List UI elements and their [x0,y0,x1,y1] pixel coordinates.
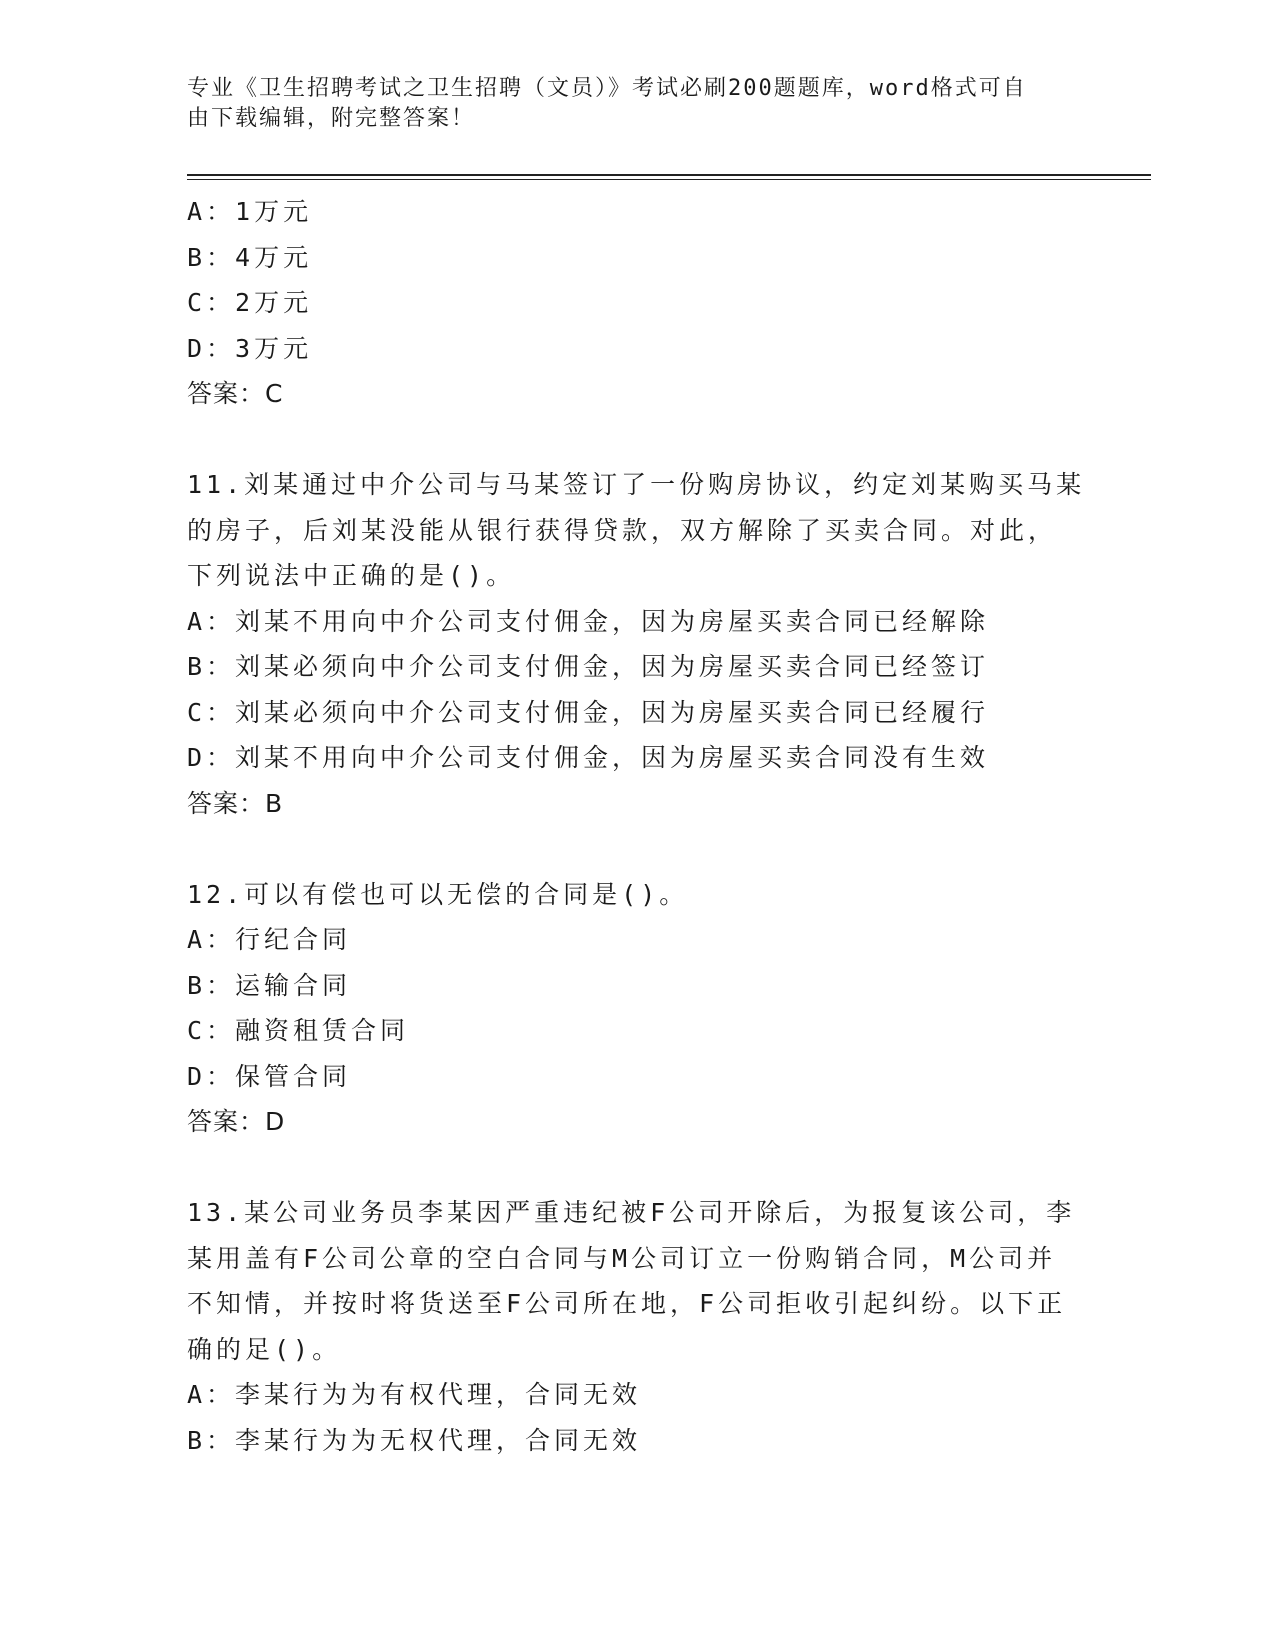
document-header [187,74,1067,134]
option-a: A：李某行为为有权代理，合同无效 [187,1380,642,1409]
option-c: C：融资租赁合同 [187,1016,410,1045]
question-stem-line: 的房子，后刘某没能从银行获得贷款，双方解除了买卖合同。对此， [187,515,1058,545]
option-a: A：行纪合同 [187,925,352,954]
question-10-continued [187,189,1087,417]
question-stem-line: 13.某公司业务员李某因严重违纪被F公司开除后，为报复该公司，李 [187,1198,1076,1227]
option-c: C：2万元 [187,288,313,317]
question-11 [187,462,1087,826]
option-a: A：刘某不用向中介公司支付佣金，因为房屋买卖合同已经解除 [187,606,990,636]
answer-line: 答案：D [187,1107,286,1136]
question-stem-line: 12.可以有偿也可以无偿的合同是()。 [187,879,689,909]
option-c: C：刘某必须向中介公司支付佣金，因为房屋买卖合同已经履行 [187,697,990,727]
question-13 [187,1190,1087,1463]
option-b: B：刘某必须向中介公司支付佣金，因为房屋买卖合同已经签订 [187,652,990,681]
option-b: B：李某行为为无权代理，合同无效 [187,1425,642,1455]
question-12 [187,872,1087,1145]
option-a: A：1万元 [187,197,313,226]
header-line-2: 由下载编辑，附完整答案！ [187,106,476,131]
option-d: D：3万元 [187,333,313,363]
question-stem-line: 确的足()。 [187,1334,342,1364]
question-stem-line: 11.刘某通过中介公司与马某签订了一份购房协议，约定刘某购买马某 [187,470,1086,499]
header-line-1: 专业《卫生招聘考试之卫生招聘（文员）》考试必刷200题题库，word格式可自 [187,76,1027,101]
question-list [187,189,1087,1463]
question-stem-line: 某用盖有F公司公章的空白合同与M公司订立一份购销合同，M公司并 [187,1243,1057,1273]
question-stem-line: 不知情，并按时将货送至F公司所在地，F公司拒收引起纠纷。以下正 [187,1289,1067,1318]
header-divider [187,174,1151,180]
answer-line: 答案：C [187,379,284,408]
option-b: B：运输合同 [187,970,352,1000]
option-b: B：4万元 [187,242,313,272]
option-d: D：保管合同 [187,1061,352,1091]
answer-line: 答案：B [187,788,284,818]
option-d: D：刘某不用向中介公司支付佣金，因为房屋买卖合同没有生效 [187,743,990,772]
question-stem-line: 下列说法中正确的是()。 [187,561,516,590]
